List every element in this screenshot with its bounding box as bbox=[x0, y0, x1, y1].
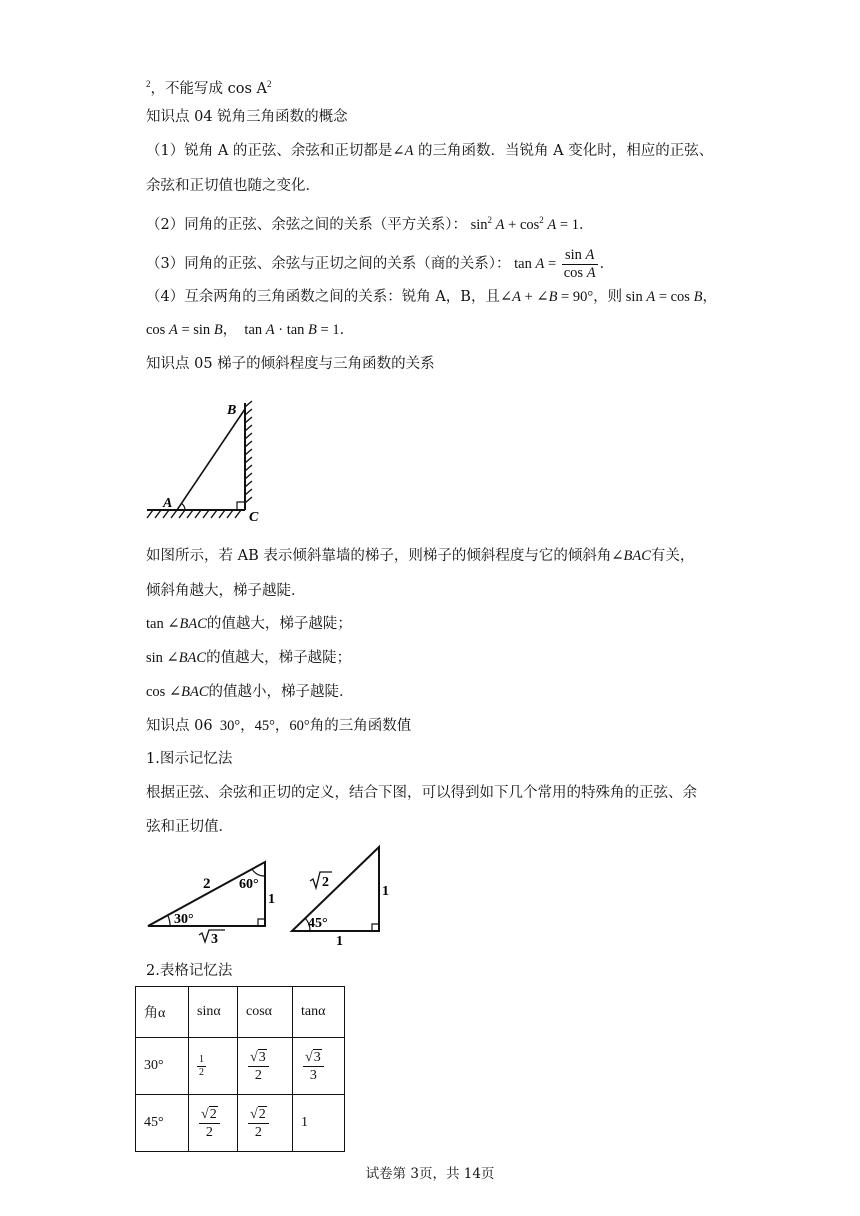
kp06-title: 知识点 06 30°，45°，60°角的三角函数值 bbox=[146, 718, 412, 734]
table-cell-angle: 30° bbox=[136, 1038, 189, 1095]
kp04-p1 bbox=[146, 141, 713, 161]
kp04-p4-text: （4）互余两角的三角函数之间的关系：锐角 A，B，且 bbox=[146, 289, 500, 305]
kp05-tan-text: 的值越大，梯子越陡； bbox=[206, 616, 352, 632]
tri2-side-label: 1 bbox=[382, 884, 389, 899]
kp05-tan-line: tan ∠BAC的值越大，梯子越陡； bbox=[146, 616, 352, 632]
ladder-label-b: B bbox=[227, 403, 237, 418]
table-header-row bbox=[136, 987, 345, 1038]
top-fragment bbox=[146, 74, 271, 99]
table-row bbox=[136, 1095, 345, 1152]
table-cell-angle: 45° bbox=[136, 1095, 189, 1152]
top-fragment-sup: 2 bbox=[146, 79, 151, 89]
kp04-p1-cont: 余弦和正切值也随之变化． bbox=[146, 178, 320, 194]
formula-complement: ∠A + ∠B = 90°，则 sin A = cos B， bbox=[499, 289, 717, 305]
kp05-sin-line: sin ∠BAC的值越大，梯子越陡； bbox=[146, 650, 352, 666]
tri2-hyp-label: 2 bbox=[322, 875, 329, 890]
tri1-hyp-label: 2 bbox=[203, 876, 211, 892]
kp04-p1-a: （1）锐角 A 的正弦、余弦和正切都是∠ bbox=[146, 143, 405, 159]
tri1-side-label: 1 bbox=[268, 892, 275, 907]
ladder-label-a: A bbox=[163, 496, 173, 511]
table-cell-sin: $\frac{√2}{2}$ bbox=[189, 1095, 238, 1152]
top-fragment-tail-sup: 2 bbox=[266, 79, 272, 89]
kp06-method1: 1.图示记忆法 bbox=[146, 751, 233, 767]
triangle-45 bbox=[288, 843, 398, 948]
table-cell-cos: $\frac{√3}{2}$ bbox=[238, 1038, 293, 1095]
kp04-title: 知识点 04 锐角三角函数的概念 bbox=[146, 109, 348, 125]
tri1-top-angle-label: 60° bbox=[239, 877, 259, 892]
ladder-figure bbox=[145, 395, 275, 525]
ladder-label-c: C bbox=[249, 510, 259, 525]
tri1-angle-label: 30° bbox=[174, 912, 194, 927]
table-header-angle: 角α bbox=[136, 987, 189, 1038]
kp06-m1-p1: 根据正弦、余弦和正切的定义，结合下图，可以得到如下几个常用的特殊角的正弦、余 bbox=[146, 785, 697, 801]
tri2-angle-label: 45° bbox=[308, 916, 328, 931]
kp05-p1-tail: 有关， bbox=[650, 548, 695, 564]
kp05-cos-line: cos ∠BAC的值越小，梯子越陡． bbox=[146, 684, 354, 700]
tri2-base-label: 1 bbox=[336, 934, 343, 948]
kp05-p1-text: 如图所示，若 AB 表示倾斜靠墙的梯子，则梯子的倾斜程度与它的倾斜角 bbox=[146, 548, 612, 564]
table-cell-sin: $\frac{1}{2}$ bbox=[189, 1038, 238, 1095]
kp05-p1 bbox=[146, 546, 694, 566]
page-footer: 试卷第 3页，共 14页 bbox=[365, 1166, 495, 1182]
trig-table bbox=[135, 986, 345, 1152]
formula-quotient-relation: tan A = $\frac{\text{sin A}}{\text{cos A}}$ ． bbox=[510, 247, 615, 281]
table-header-sin: sinα bbox=[189, 987, 238, 1038]
table-header-cos: cosα bbox=[238, 987, 293, 1038]
table-header-tan: tanα bbox=[293, 987, 345, 1038]
kp04-p3-text: （3）同角的正弦、余弦与正切之间的关系（商的关系）： bbox=[146, 255, 511, 272]
kp04-p1-b: 的三角函数．当锐角 A 变化时，相应的正弦、 bbox=[413, 143, 714, 159]
table-cell-tan: $\frac{√3}{3}$ bbox=[293, 1038, 345, 1095]
kp06-title-a: 知识点 06 bbox=[146, 718, 213, 734]
kp04-p4 bbox=[146, 287, 717, 307]
kp06-m1-p2: 弦和正切值． bbox=[146, 819, 233, 835]
table-row bbox=[136, 1038, 345, 1095]
kp05-p1-angle: ∠BAC bbox=[611, 548, 651, 564]
kp06-title-b: 角的三角函数值 bbox=[309, 718, 412, 734]
kp06-method2: 2.表格记忆法 bbox=[146, 963, 233, 979]
table-cell-tan: 1 bbox=[293, 1095, 345, 1152]
kp05-p2: 倾斜角越大，梯子越陡． bbox=[146, 583, 306, 599]
kp05-title: 知识点 05 梯子的倾斜程度与三角函数的关系 bbox=[146, 356, 435, 372]
formula-square-relation: $\sin^2 A + \cos^2 A = 1$． bbox=[466, 215, 594, 233]
kp04-p4-cont: cos A = sin B， tan A · tan B = 1． bbox=[146, 322, 355, 338]
tri1-base-label: 3 bbox=[211, 932, 218, 945]
kp04-p2 bbox=[146, 210, 593, 235]
kp04-p1-var: A bbox=[404, 143, 414, 159]
kp05-cos-text: 的值越小，梯子越陡． bbox=[208, 684, 354, 700]
kp04-p3 bbox=[146, 247, 614, 282]
kp05-sin-text: 的值越大，梯子越陡； bbox=[206, 650, 352, 666]
table-cell-cos: $\frac{√2}{2}$ bbox=[238, 1095, 293, 1152]
kp04-p2-text: （2）同角的正弦、余弦之间的关系（平方关系）： bbox=[146, 217, 467, 233]
top-fragment-text: ，不能写成 cos A bbox=[150, 81, 267, 97]
triangle-30-60 bbox=[145, 855, 275, 945]
